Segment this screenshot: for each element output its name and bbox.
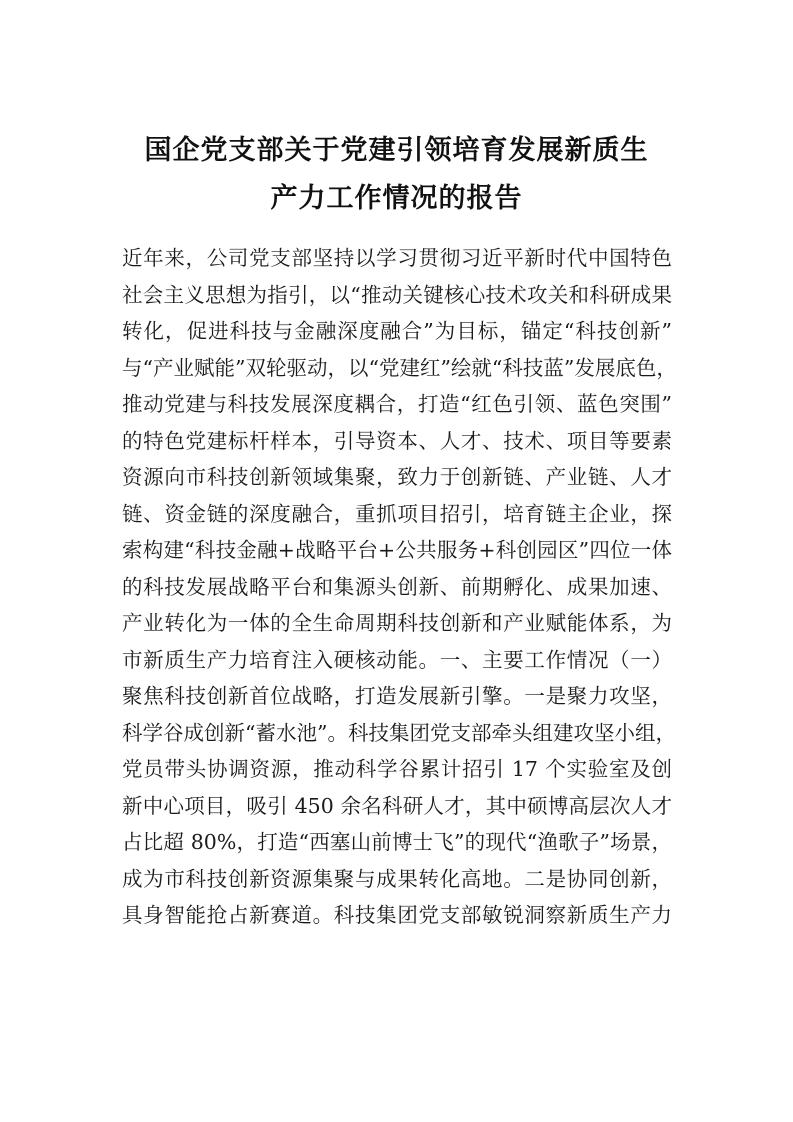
body-line: 科学谷成创新“蓄水池”。科技集团党支部牵头组建攻坚小组， [122, 720, 676, 745]
document-title-line-1: 国企党支部关于党建引领培育发展新质生 [144, 135, 649, 166]
body-line: 社会主义思想为指引，以“推动关键核心技术攻关和科研成果 [122, 282, 672, 307]
body-line: 党员带头协调资源，推动科学谷累计招引 17 个实验室及创 [122, 757, 672, 781]
body-line: 产业转化为一体的全生命周期科技创新和产业赋能体系，为 [122, 611, 672, 635]
body-line: 资源向市科技创新领域集聚，致力于创新链、产业链、人才 [122, 465, 672, 489]
body-line: 市新质生产力培育注入硬核动能。一、主要工作情况（一） [122, 647, 672, 672]
body-line: 链、资金链的深度融合，重抓项目招引，培育链主企业，探 [122, 501, 672, 526]
document-title-line-2: 产力工作情况的报告 [270, 183, 523, 214]
document-body [122, 240, 677, 934]
body-line: 成为市科技创新资源集聚与成果转化高地。二是协同创新， [122, 866, 672, 891]
body-line: 占比超 80%，打造“西塞山前博士飞”的现代“渔歌子”场景， [122, 830, 672, 854]
body-line: 转化，促进科技与金融深度融合”为目标，锚定“科技创新” [122, 319, 672, 343]
body-line: 的科技发展战略平台和集源头创新、前期孵化、成果加速、 [122, 574, 672, 599]
body-line: 索构建“科技金融+战略平台+公共服务+科创园区”四位一体 [122, 538, 672, 562]
body-line: 聚焦科技创新首位战略，打造发展新引擎。一是聚力攻坚， [122, 684, 672, 708]
body-line: 的特色党建标杆样本，引导资本、人才、技术、项目等要素 [122, 428, 672, 453]
body-line: 近年来，公司党支部坚持以学习贯彻习近平新时代中国特色 [122, 246, 672, 270]
body-line: 推动党建与科技发展深度耦合，打造“红色引领、蓝色突围” [122, 392, 672, 416]
body-line: 新中心项目，吸引 450 余名科研人才，其中硕博高层次人才 [122, 793, 672, 818]
body-line: 具身智能抢占新赛道。科技集团党支部敏锐洞察新质生产力 [122, 903, 672, 927]
body-line: 与“产业赋能”双轮驱动，以“党建红”绘就“科技蓝”发展底色， [122, 355, 677, 380]
